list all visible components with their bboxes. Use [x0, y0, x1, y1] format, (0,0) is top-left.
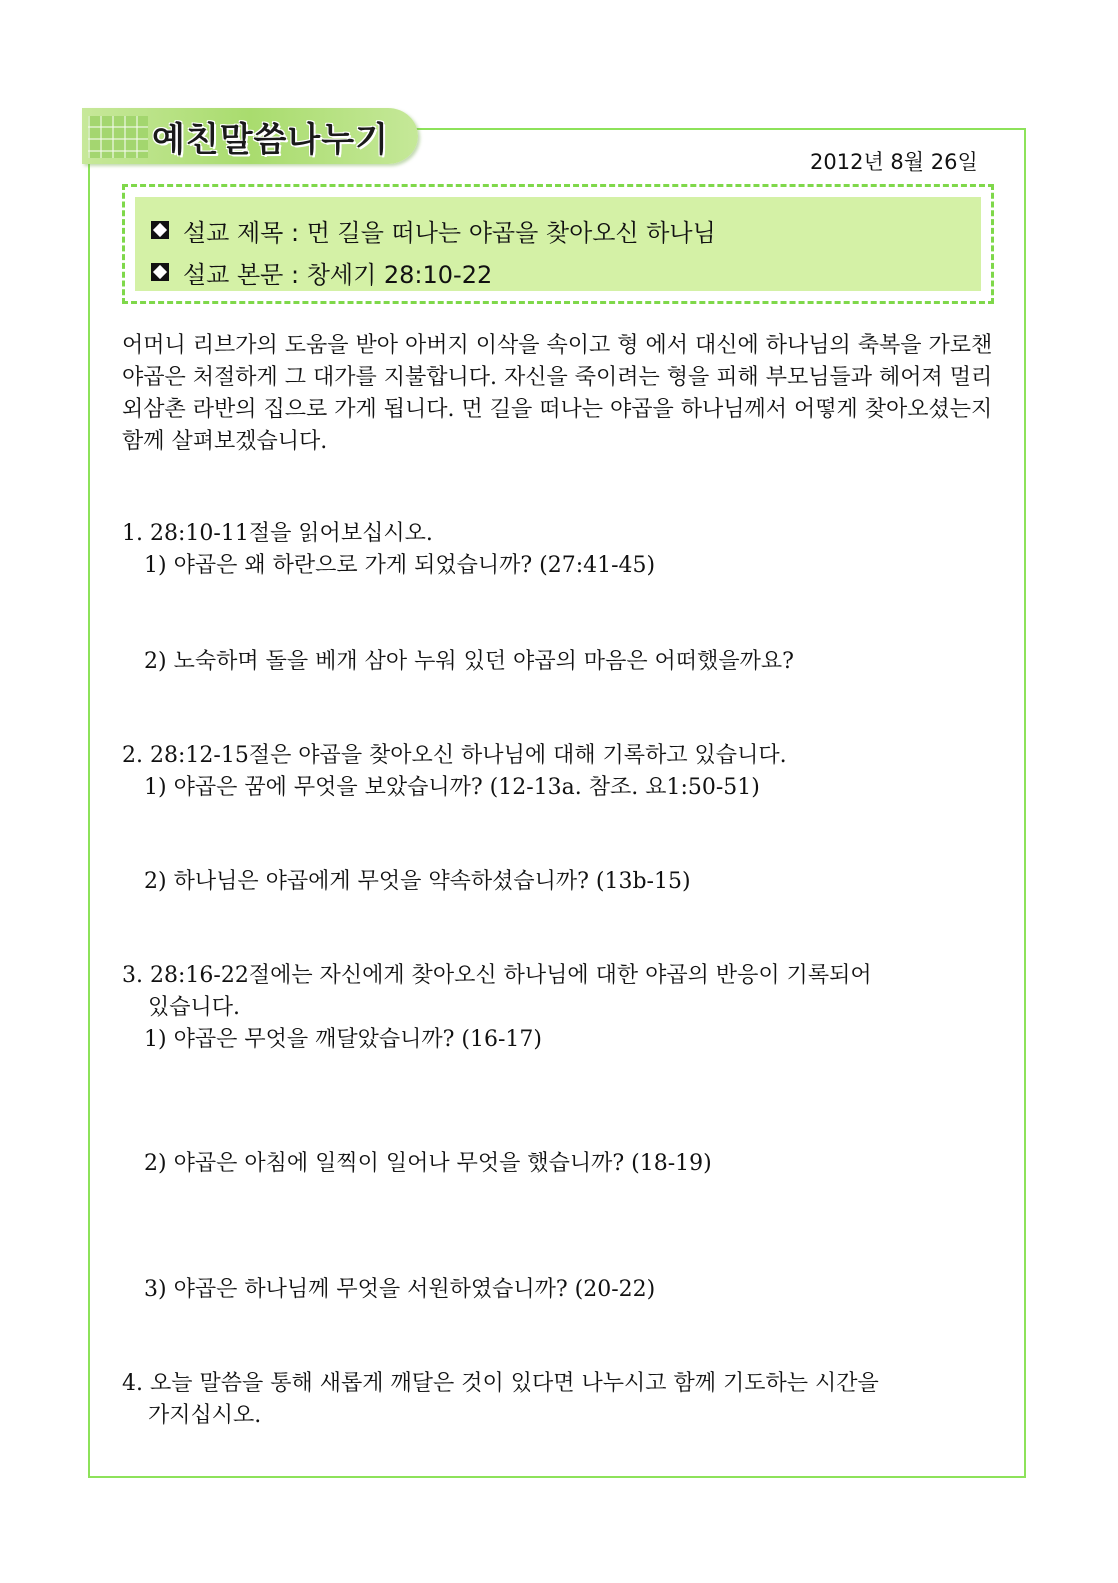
question-2: 2. 28:12-15절은 야곱을 찾아오신 하나님에 대해 기록하고 있습니다. — [122, 743, 787, 768]
date: 2012년 8월 26일 — [810, 150, 978, 174]
diamond-icon — [151, 263, 169, 281]
question-3 — [122, 960, 1002, 1024]
question-3-sub-2: 2) 야곱은 아침에 일찍이 일어나 무엇을 했습니까? (18-19) — [144, 1151, 712, 1176]
question-1-sub-2: 2) 노숙하며 돌을 베개 삼아 누워 있던 야곱의 마음은 어떠했을까요? — [144, 649, 794, 674]
question-3-sub-3: 3) 야곱은 하나님께 무엇을 서원하였습니까? (20-22) — [144, 1277, 656, 1302]
question-4-text-cont: 가지십시오. — [148, 1403, 262, 1428]
sermon-text: 설교 본문 : 창세기 28:10-22 — [183, 260, 493, 289]
question-4-text: 4. 오늘 말씀을 통해 새롭게 깨달은 것이 있다면 나누시고 함께 기도하는 시간을 — [122, 1371, 879, 1396]
sermon-info-box — [122, 184, 994, 304]
question-1: 1. 28:10-11절을 읽어보십시오. — [122, 521, 433, 546]
question-4 — [122, 1368, 1002, 1432]
diamond-icon — [151, 221, 169, 239]
sermon-text-line — [151, 251, 981, 293]
sermon-title: 설교 제목 : 먼 길을 떠나는 야곱을 찾아오신 하나님 — [183, 218, 716, 247]
question-3-text-cont: 있습니다. — [148, 995, 241, 1020]
question-3-sub-1: 1) 야곱은 무엇을 깨달았습니까? (16-17) — [144, 1027, 542, 1052]
banner-pattern — [88, 116, 148, 158]
question-2-sub-2: 2) 하나님은 야곱에게 무엇을 약속하셨습니까? (13b-15) — [144, 869, 691, 894]
question-3-text: 3. 28:16-22절에는 자신에게 찾아오신 하나님에 대한 야곱의 반응이 기록되어 — [122, 963, 872, 988]
page-title: 예친말씀나누기 — [152, 120, 389, 160]
intro-paragraph: 어머니 리브가의 도움을 받아 아버지 이삭을 속이고 형 에서 대신에 하나님의 축복을 가로챈 야곱은 처절하게 그 대가를 지불합니다. 자신을 죽이려는 형을 피해 부모님들과 헤어져 멀리 외삼촌 라반의 집으로 가게 됩니다. 먼 길을 떠나는 야곱을 하나님께서 어떻게 찾아오셨는지 함께 살펴보겠습니다. — [122, 333, 993, 454]
sermon-title-line — [151, 209, 981, 251]
question-2-sub-1: 1) 야곱은 꿈에 무엇을 보았습니까? (12-13a. 참조. 요1:50-51) — [144, 775, 760, 800]
question-1-sub-1: 1) 야곱은 왜 하란으로 가게 되었습니까? (27:41-45) — [144, 553, 656, 578]
sermon-info-inner — [135, 197, 981, 291]
